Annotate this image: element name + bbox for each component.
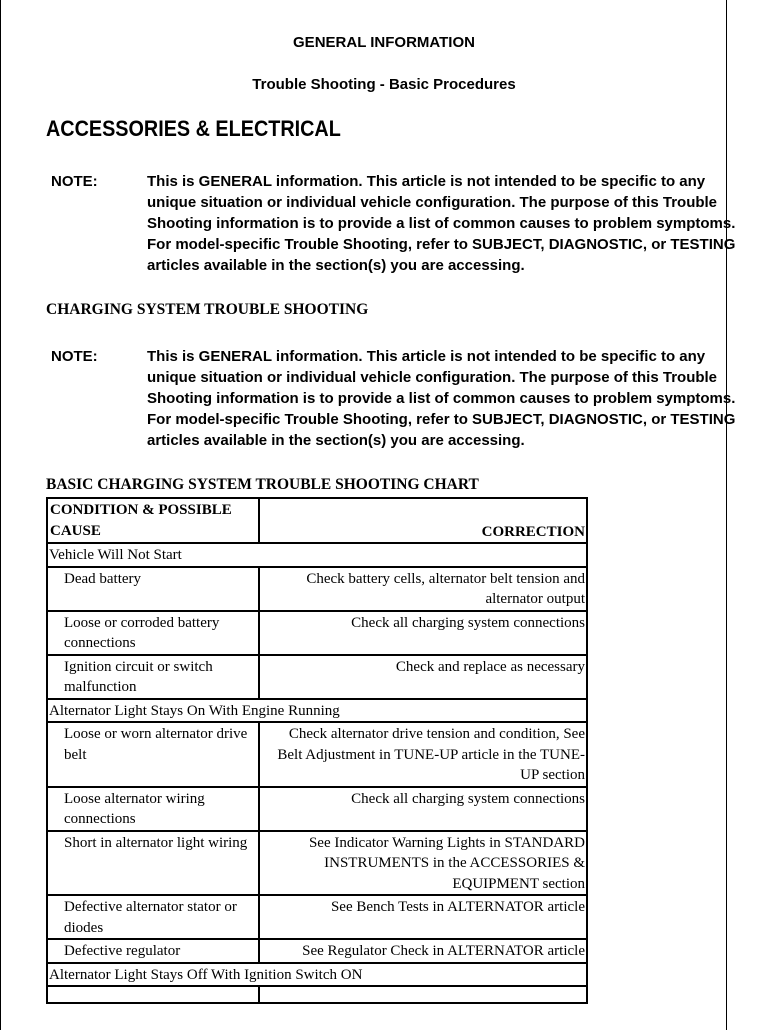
condition-cell: Vehicle Will Not Start <box>47 543 587 567</box>
correction-cell: See Bench Tests in ALTERNATOR article <box>259 895 587 939</box>
correction-cell: Check all charging system connections <box>259 787 587 831</box>
cause-cell: Dead battery <box>47 567 259 611</box>
correction-cell: See Regulator Check in ALTERNATOR article <box>259 939 587 963</box>
column-header-cause: CONDITION & POSSIBLE CAUSE <box>47 498 259 543</box>
condition-row <box>47 543 587 567</box>
chart-heading: BASIC CHARGING SYSTEM TROUBLE SHOOTING CHART <box>46 476 479 493</box>
header-general-information: GENERAL INFORMATION <box>293 34 475 51</box>
cause-cell: Loose or worn alternator drive belt <box>47 722 259 787</box>
cause-cell: Short in alternator light wiring <box>47 831 259 896</box>
table-row <box>47 567 587 611</box>
table-row <box>47 655 587 699</box>
table-row <box>47 722 587 787</box>
correction-cell: Check alternator drive tension and condition, See Belt Adjustment in TUNE-UP article in the TUNE-UP section <box>259 722 587 787</box>
note-label: NOTE: <box>51 348 98 365</box>
condition-row <box>47 699 587 723</box>
sub-heading: CHARGING SYSTEM TROUBLE SHOOTING <box>46 301 369 318</box>
cause-cell: Defective regulator <box>47 939 259 963</box>
note-text: This is GENERAL information. This article is not intended to be specific to any unique situation or individual vehicle configuration. The purpose of this Trouble Shooting information is to provide a list of common causes to problem symptoms. For model-specific Trouble Shooting, refer to SUBJECT, DIAGNOSTIC, or TESTING articles available in the section(s) you are accessing. <box>147 173 736 274</box>
cause-cell <box>47 986 259 1003</box>
condition-row <box>47 963 587 987</box>
table-row <box>47 831 587 896</box>
correction-cell: Check all charging system connections <box>259 611 587 655</box>
correction-cell: Check battery cells, alternator belt tension and alternator output <box>259 567 587 611</box>
column-header-correction: CORRECTION <box>259 498 587 543</box>
header-subtitle: Trouble Shooting - Basic Procedures <box>252 76 516 93</box>
cause-cell: Loose or corroded battery connections <box>47 611 259 655</box>
table-row <box>47 986 587 1003</box>
cause-cell: Loose alternator wiring connections <box>47 787 259 831</box>
table-row <box>47 611 587 655</box>
correction-cell: Check and replace as necessary <box>259 655 587 699</box>
trouble-shooting-table <box>46 497 588 1004</box>
correction-cell: See Indicator Warning Lights in STANDARD INSTRUMENTS in the ACCESSORIES & EQUIPMENT section <box>259 831 587 896</box>
section-title: ACCESSORIES & ELECTRICAL <box>46 116 341 141</box>
note-label: NOTE: <box>51 173 98 190</box>
cause-cell: Ignition circuit or switch malfunction <box>47 655 259 699</box>
table-row <box>47 939 587 963</box>
condition-cell: Alternator Light Stays On With Engine Running <box>47 699 587 723</box>
cause-cell: Defective alternator stator or diodes <box>47 895 259 939</box>
condition-cell: Alternator Light Stays Off With Ignition Switch ON <box>47 963 587 987</box>
table-row <box>47 787 587 831</box>
correction-cell <box>259 986 587 1003</box>
table-header-row <box>47 498 587 543</box>
note-text: This is GENERAL information. This article is not intended to be specific to any unique situation or individual vehicle configuration. The purpose of this Trouble Shooting information is to provide a list of common causes to problem symptoms. For model-specific Trouble Shooting, refer to SUBJECT, DIAGNOSTIC, or TESTING articles available in the section(s) you are accessing. <box>147 348 736 449</box>
table-row <box>47 895 587 939</box>
